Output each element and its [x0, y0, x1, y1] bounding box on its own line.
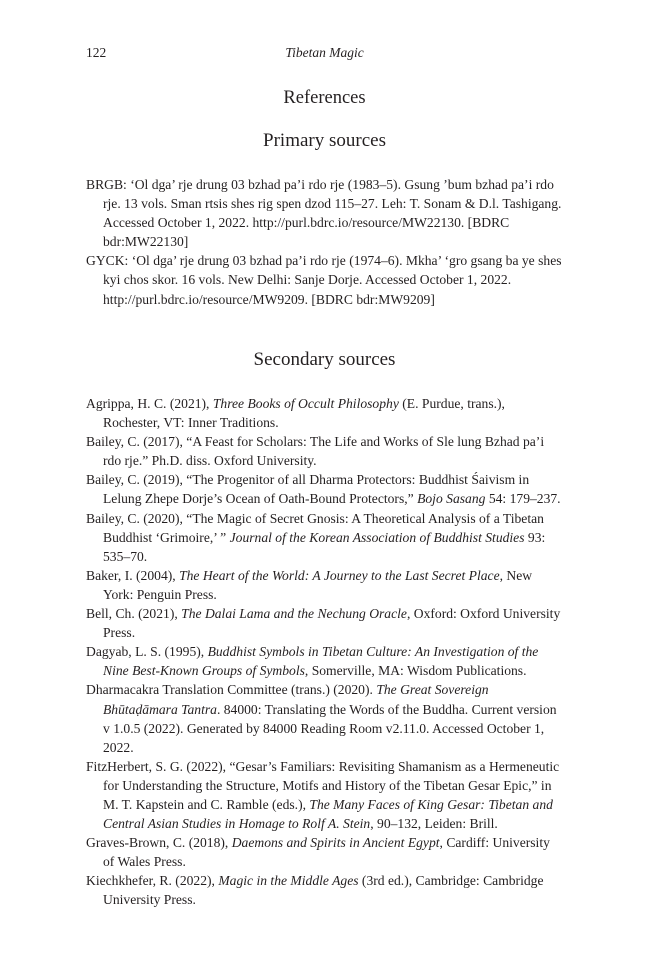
reference-title: The Many Faces of King Gesar: Tibetan and Central Asian Studies in Homage to Rolf A. Stein [103, 796, 553, 832]
reference-text: GYCK: ‘Ol dga’ rje drung 03 bzhad pa’i rdo rje (1974–6). Mkha’ ‘gro gsang ba ye shes kyi chos skor. 16 vols. New Delhi: Sanje Dorje. Accessed October 1, 2022. http://purl.bdrc.io/resource/MW9209. [BDRC bdr:MW9209] [86, 253, 562, 307]
reference-text: , New York: Penguin Press. [103, 567, 533, 602]
reference-title: The Dalai Lama and the Nechung Oracle [181, 606, 407, 622]
reference-text: BRGB: ‘Ol dga’ rje drung 03 bzhad pa’i rdo rje (1983–5). Gsung ’bum bzhad pa’i rdo rje. 13 vols. Sman rtsis shes rig spen dzod 115–27. Leh: T. Sonam & D.l. Tashigang. Accessed October 1, 2022. http://purl.bdrc.io/resource/MW22130. [BDRC bdr:MW22130] [86, 177, 562, 250]
reference-text: Bailey, C. (2019), “The Progenitor of all Dharma Protectors: Buddhist Śaivism in Lelung Zhepe Dorje’s Ocean of Oath-Bound Protectors,” [86, 472, 530, 507]
reference-entry [86, 833, 563, 871]
reference-entry [86, 251, 563, 308]
reference-text: 54: 179–237. [485, 491, 561, 507]
reference-entry [86, 642, 563, 680]
reference-text: 93: 535–70. [103, 529, 546, 564]
reference-text: , 90–132, Leiden: Brill. [370, 816, 498, 832]
reference-text: Bailey, C. (2020), “The Magic of Secret Gnosis: A Theoretical Analysis of a Tibetan Buddhist ‘Grimoire,’ ” [86, 510, 544, 545]
reference-text: (E. Purdue, trans.), Rochester, VT: Inner Traditions. [103, 396, 505, 431]
reference-title: Buddhist Symbols in Tibetan Culture: An Investigation of the Nine Best-Known Groups of Symbols [103, 644, 539, 679]
reference-text: Dharmacakra Translation Committee (trans.) (2020). [86, 682, 377, 698]
running-title: Tibetan Magic [285, 45, 364, 60]
reference-title: Daemons and Spirits in Ancient Egypt [231, 835, 440, 851]
reference-entry [86, 470, 563, 508]
reference-text: Kiechkhefer, R. (2022), [86, 873, 219, 889]
reference-title: Bojo Sasang [417, 491, 486, 507]
reference-text: FitzHerbert, S. G. (2022), “Gesar’s Familiars: Revisiting Shamanism as a Hermeneutic for Understanding the Structure, Motifs and History of the Tibetan Gesar Epic,” in M. T. Kapstein and C. Ramble (eds.), [86, 758, 560, 812]
page-number: 122 [86, 45, 107, 60]
reference-text: , Oxford: Oxford University Press. [103, 606, 561, 641]
reference-text: Dagyab, L. S. (1995), [86, 644, 208, 660]
reference-text: . 84000: Translating the Words of the Buddha. Current version v 1.0.5 (2022). Generated by 84000 Reading Room v2.11.0. Accessed October 1, 2022. [103, 701, 557, 755]
reference-title: Journal of the Korean Association of Buddhist Studies [229, 529, 525, 545]
reference-text: (3rd ed.), Cambridge: Cambridge University Press. [103, 873, 544, 908]
primary-sources-heading: Primary sources [263, 130, 386, 151]
reference-title: The Heart of the World: A Journey to the Last Secret Place [179, 567, 500, 583]
reference-text: , Somerville, MA: Wisdom Publications. [304, 663, 527, 679]
reference-text: Baker, I. (2004), [86, 567, 180, 583]
references-heading: References [283, 88, 366, 108]
reference-entry [86, 871, 563, 909]
reference-title: Magic in the Middle Ages [218, 873, 359, 889]
reference-entry [86, 394, 563, 432]
secondary-sources-list [86, 394, 563, 910]
reference-entry [86, 509, 563, 566]
reference-text: Agrippa, H. C. (2021), [86, 396, 213, 411]
reference-entry [86, 566, 563, 604]
reference-entry [86, 680, 563, 756]
reference-text: Bell, Ch. (2021), [86, 606, 182, 622]
reference-entry [86, 432, 563, 470]
reference-entry [86, 757, 563, 833]
reference-entry [86, 175, 563, 251]
reference-title: Three Books of Occult Philosophy [212, 396, 399, 411]
reference-text: Graves-Brown, C. (2018), [86, 835, 232, 851]
reference-title: The Great Sovereign Bhūtaḍāmara Tantra [103, 682, 489, 717]
secondary-sources-heading: Secondary sources [253, 349, 396, 370]
reference-text: Bailey, C. (2017), “A Feast for Scholars: The Life and Works of Sle lung Bzhad pa’i rdo rje.” Ph.D. diss. Oxford University. [86, 434, 545, 469]
reference-entry [86, 604, 563, 642]
reference-text: , Cardiff: University of Wales Press. [103, 835, 550, 870]
running-head [86, 45, 563, 65]
primary-sources-list [86, 175, 563, 309]
